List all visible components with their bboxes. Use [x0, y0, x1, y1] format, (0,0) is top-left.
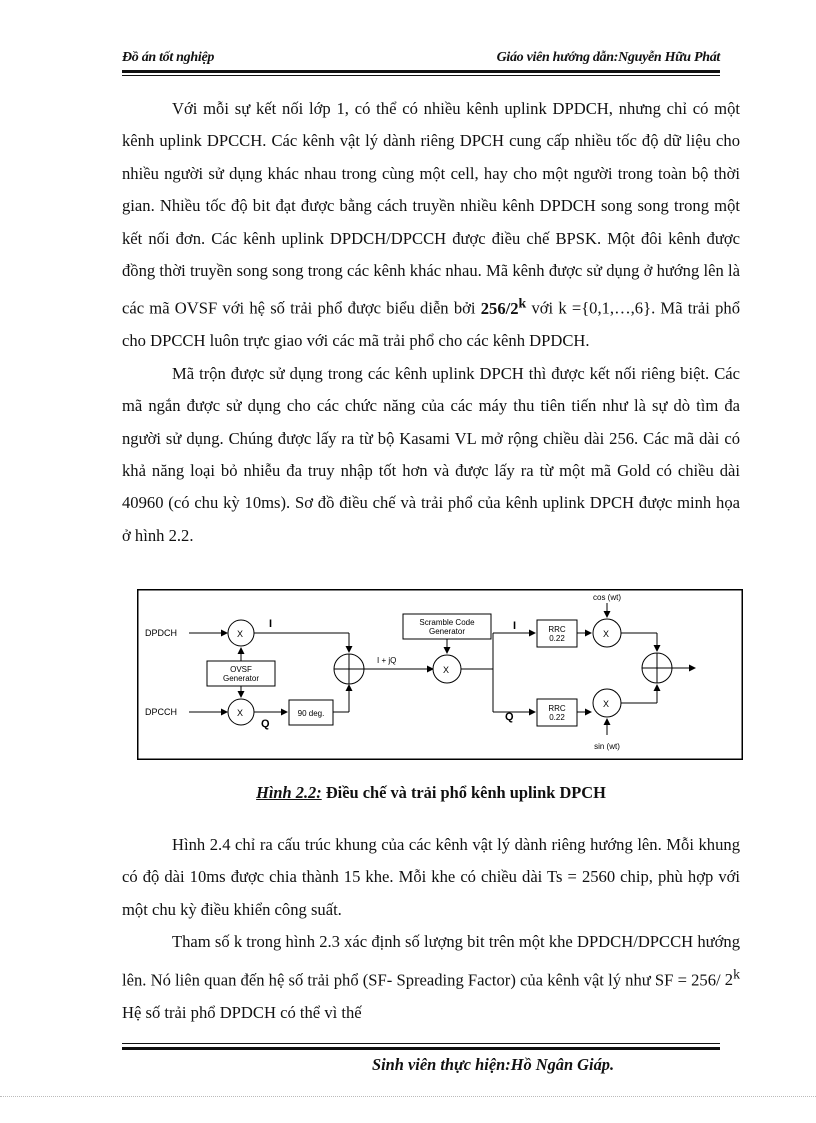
label-scramble-code: Scramble Code [419, 618, 475, 627]
label-dpdch: DPDCH [145, 628, 178, 638]
caption-label: Hình 2.2: [256, 783, 322, 802]
paragraph-4-text-b: Hệ số trải phổ DPDCH có thể vì thế [122, 1002, 362, 1022]
footer-rule [122, 1047, 720, 1050]
label-rrc-bottom: RRC [548, 704, 566, 713]
mult-symbol-1: X [237, 629, 244, 639]
body-text-bottom [122, 829, 740, 1029]
label-dpcch: DPCCH [145, 707, 178, 717]
label-ovsf: OVSF [230, 665, 252, 674]
figure-caption [122, 783, 740, 803]
paragraph-4-text-a: Tham số k trong hình 2.3 xác định số lượng bit trên một khe DPDCH/DPCCH hướng lên. Nó liên quan đến hệ số trải phổ (SF- Spreading Factor) của kênh vật lý như SF = 256/ [122, 932, 740, 990]
label-i-branch: I [269, 618, 273, 630]
formula-2k-base: 2 [724, 970, 734, 990]
header-rule [122, 70, 720, 73]
mult-symbol-4: X [603, 629, 610, 639]
paragraph-4 [122, 926, 740, 1029]
label-rrc-top: RRC [548, 625, 566, 634]
paragraph-2: Mã trộn được sử dụng trong các kênh uplink DPCH thì được kết nối riêng biệt. Các mã ngắn được sử dụng cho các chức năng của các máy thu tiên tiến như là sự dò tìm đa người sử dụng. Chúng được lấy ra từ bộ Kasami VL mở rộng chiều dài 256. Các mã dài có khả năng loại bỏ nhiễu đa truy nhập tốt hơn và được lấy ra từ một mã Gold có chiều dài 40960 (có chu kỳ 10ms). Sơ đồ điều chế và trải phổ của kênh uplink DPCH được minh họa ở hình 2.2. [122, 363, 740, 545]
page-footer [122, 1043, 720, 1074]
page-bottom-dotted-line [0, 1096, 816, 1097]
header-rule-thin [122, 75, 720, 76]
label-i-out: I [513, 620, 517, 632]
footer-author: Sinh viên thực hiện:Hồ Ngân Giáp. [372, 1055, 615, 1074]
mult-symbol-5: X [603, 699, 610, 709]
label-cos-wt: cos (wt) [593, 593, 621, 602]
label-sin-wt: sin (wt) [594, 742, 620, 751]
label-i-plus-jq: I + jQ [377, 656, 397, 665]
figure-uplink-modulation-diagram [137, 589, 743, 760]
header-left-title: Đồ án tốt nghiệp [122, 50, 215, 65]
label-scramble-generator: Generator [428, 627, 466, 636]
label-q-out: Q [505, 711, 514, 723]
label-90deg: 90 deg. [297, 709, 325, 718]
formula-256-over-2k [480, 295, 527, 318]
paragraph-1-text-a: Với mỗi sự kết nối lớp 1, có thể có nhiều kênh uplink DPDCH, nhưng chỉ có một kênh uplink DPCCH. Các kênh vật lý dành riêng DPCH cung cấp nhiều tốc độ dữ liệu cho nhiều người sử dụng khác nhau trong cùng một cell, hay cho một người trong toàn bộ thời gian. Nhiều tốc độ bit đạt được bằng cách truyền nhiều kênh DPDCH song song trong một kết nối đơn. Các kênh uplink DPDCH/DPCCH được điều chế BPSK. Một đôi kênh được đồng thời truyền song song trong các kênh khác nhau. Mã kênh được sử dụng ở hướng lên là các mã OVSF với hệ số trải phổ được biểu diễn bởi [122, 99, 740, 318]
mult-symbol-3: X [443, 665, 450, 675]
caption-text: Điều chế và trải phổ kênh uplink DPCH [321, 783, 606, 802]
label-rrc-top-rolloff: 0.22 [549, 634, 565, 643]
label-rrc-bottom-rolloff: 0.22 [549, 713, 565, 722]
mult-symbol-2: X [237, 708, 244, 718]
label-q-branch: Q [261, 718, 270, 730]
paragraph-3: Hình 2.4 chỉ ra cấu trúc khung của các kênh vật lý dành riêng hướng lên. Mỗi khung có độ dài 10ms được chia thành 15 khe. Mỗi khe có chiều dài Ts = 2560 chip, phù hợp với một chu kỳ điều khiển công suất. [122, 835, 740, 919]
formula-2k-exponent: k [733, 966, 740, 982]
formula-exponent: k [518, 295, 527, 311]
header-right-title: Giáo viên hướng dẫn:Nguyễn Hữu Phát [496, 50, 720, 65]
paragraph-1 [122, 93, 740, 358]
formula-base: 256/2 [480, 298, 519, 318]
label-ovsf-generator: Generator [222, 674, 260, 683]
body-text-top [122, 93, 740, 552]
formula-2k [724, 966, 740, 990]
footer-rule-thin [122, 1043, 720, 1044]
page-header [122, 46, 720, 72]
paragraph-1-text-b: với k ={0,1,…,6}. Mã trải phổ cho DPCCH luôn trực giao với các mã trải phổ cho các kênh DPDCH. [122, 298, 740, 351]
